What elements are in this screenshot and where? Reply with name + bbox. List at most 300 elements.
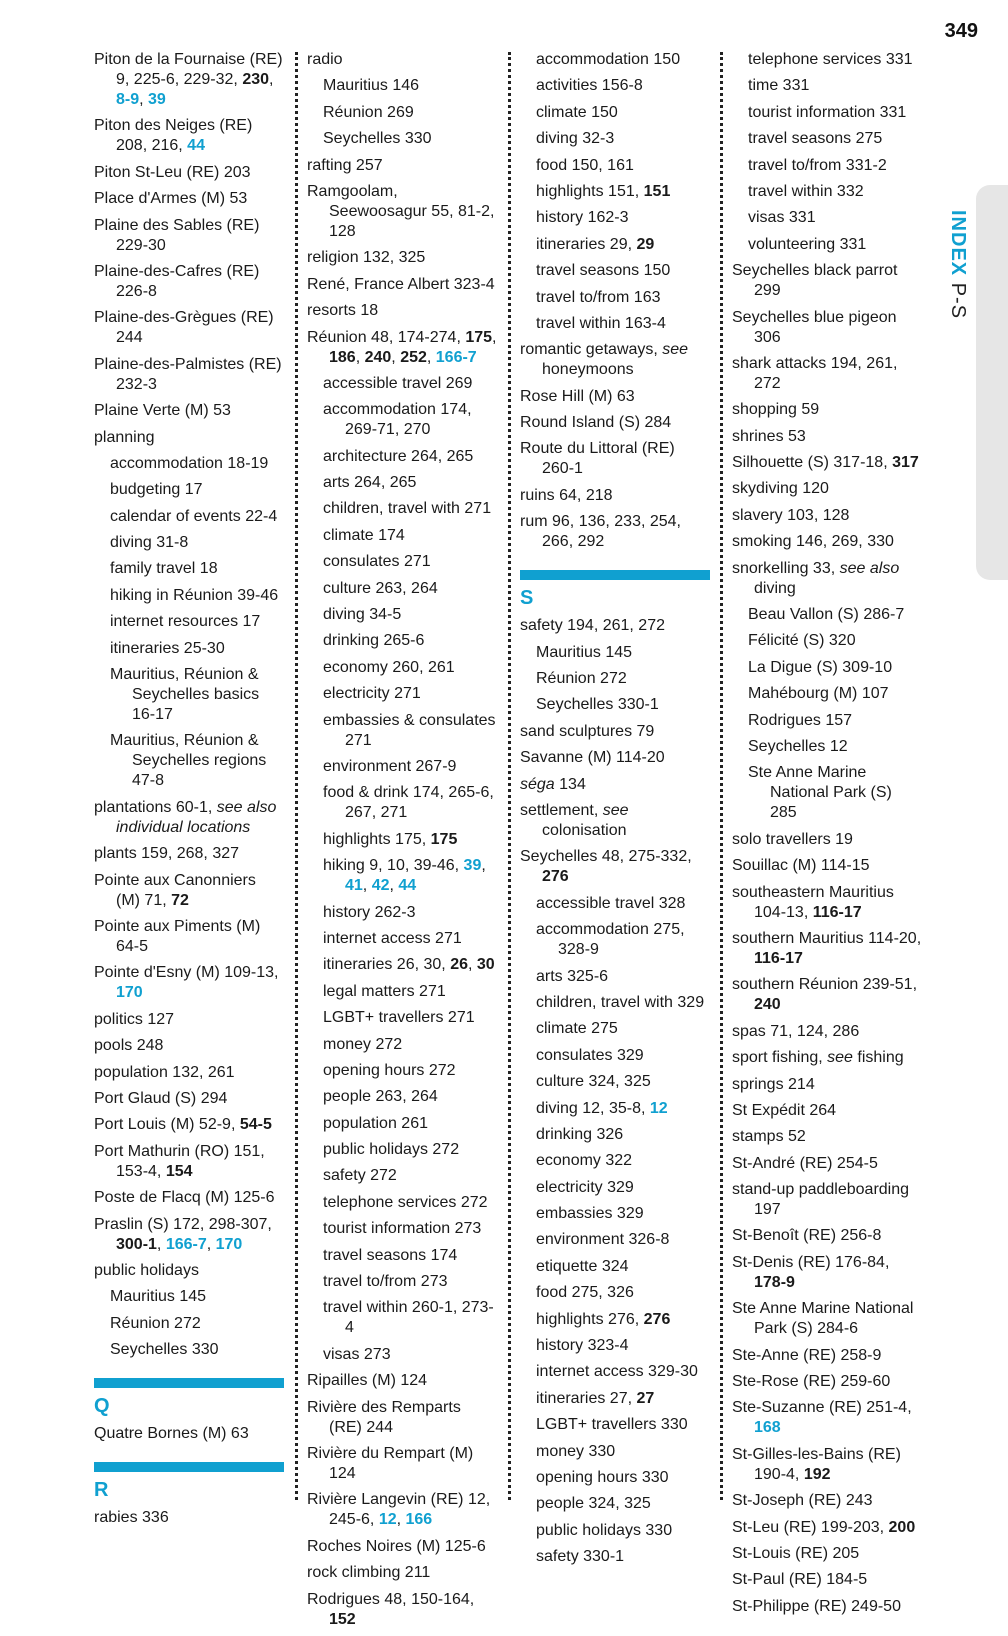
entry-text: Seychelles 330 [323, 130, 432, 148]
entry-text: see [602, 801, 629, 819]
index-subentry [520, 1099, 710, 1119]
index-entry [94, 116, 284, 156]
entry-text: , [139, 91, 149, 108]
entry-text: visas 273 [323, 1345, 391, 1363]
entry-text: internet resources 17 [110, 613, 261, 631]
index-subentry [520, 643, 710, 663]
map-page-ref: 42 [371, 877, 390, 895]
index-subentry [520, 1494, 710, 1514]
bold-page-ref: 30 [476, 956, 495, 974]
index-entry [732, 883, 922, 923]
index-entry [520, 413, 710, 433]
entry-text: Piton St-Leu (RE) 203 [94, 163, 251, 181]
entry-text: , [355, 348, 365, 366]
entry-text: Souillac (M) 114-15 [732, 857, 870, 875]
entry-text: Port Louis (M) 52-9, [94, 1116, 240, 1134]
entry-text: see also individual locations [116, 798, 277, 836]
entry-text: food 275, 326 [536, 1284, 634, 1302]
entry-text: highlights 151, [536, 182, 644, 200]
index-subentry [307, 499, 497, 519]
index-subentry [520, 261, 710, 281]
index-entry [94, 844, 284, 864]
entry-text: activities 156-8 [536, 77, 643, 95]
index-subentry [307, 1061, 497, 1081]
index-subentry [94, 507, 284, 527]
entry-text: La Digue (S) 309-10 [748, 658, 893, 676]
entry-text: Pointe aux Canonniers (M) 71, [94, 871, 256, 909]
map-page-ref: 41 [345, 877, 363, 895]
bold-page-ref: 116-17 [754, 949, 803, 967]
index-entry [520, 512, 710, 552]
index-entry [94, 1508, 284, 1528]
entry-text: children, travel with 329 [536, 993, 705, 1011]
index-subentry [94, 1287, 284, 1307]
index-entry [94, 401, 284, 421]
bold-page-ref: 175 [465, 328, 493, 346]
entry-text: climate 174 [323, 526, 405, 544]
letter-range-label: P-S [947, 282, 969, 320]
index-subentry [520, 103, 710, 123]
entry-text: Ste-Rose (RE) 259-60 [732, 1373, 891, 1391]
entry-text: volunteering 331 [748, 235, 867, 253]
entry-text: slavery 103, 128 [732, 506, 850, 524]
index-subentry [307, 982, 497, 1002]
entry-text: southern Mauritius 114-20, [732, 929, 922, 947]
entry-text: economy 260, 261 [323, 658, 455, 676]
entry-text: embassies 329 [536, 1205, 644, 1223]
index-entry [520, 616, 710, 636]
entry-text: René, France Albert 323-4 [307, 275, 495, 293]
index-subentry [520, 1389, 710, 1409]
index-entry [307, 248, 497, 268]
bold-page-ref: 300-1 [116, 1235, 157, 1253]
entry-text: rum 96, 136, 233, 254, 266, 292 [520, 513, 681, 551]
entry-text: history 323-4 [536, 1337, 629, 1355]
index-subentry [307, 1166, 497, 1186]
entry-text: accommodation 18-19 [110, 454, 269, 472]
index-subentry [732, 76, 922, 96]
entry-text: St-Gilles-les-Bains (RE) 190-4, [732, 1445, 901, 1483]
entry-text: climate 275 [536, 1020, 618, 1038]
entry-text: hiking 9, 10, 39-46, [323, 857, 464, 875]
map-page-ref: 39 [148, 91, 166, 108]
index-subentry [732, 129, 922, 149]
entry-text: , [467, 956, 477, 974]
index-entry [732, 1048, 922, 1068]
index-subentry [732, 235, 922, 255]
entry-text: plants 159, 268, 327 [94, 845, 240, 863]
index-subentry [94, 731, 284, 791]
index-subentry [520, 1204, 710, 1224]
entry-text: Seychelles 48, 275-332, [520, 848, 692, 866]
index-subentry [520, 76, 710, 96]
index-subentry [520, 1468, 710, 1488]
entry-text: Rivière des Remparts (RE) 244 [307, 1398, 461, 1436]
index-entry [732, 1180, 922, 1220]
index-entry [520, 340, 710, 380]
index-entry [94, 963, 284, 1003]
index-entry [94, 189, 284, 209]
index-subentry [307, 1035, 497, 1055]
entry-text: , [391, 348, 401, 366]
index-entry [732, 400, 922, 420]
entry-text: pools 248 [94, 1037, 164, 1055]
map-page-ref: 166-7 [435, 348, 477, 366]
map-page-ref: 12 [378, 1511, 397, 1529]
index-entry [732, 308, 922, 348]
index-subentry [307, 1008, 497, 1028]
index-entry [94, 1010, 284, 1030]
index-subentry [732, 763, 922, 823]
index-subentry [520, 182, 710, 202]
entry-text: , [426, 348, 436, 366]
entry-text: safety 194, 261, 272 [520, 617, 665, 635]
bold-page-ref: 116-17 [812, 903, 862, 921]
index-subentry [520, 1257, 710, 1277]
bold-page-ref: 252 [400, 348, 427, 366]
index-subentry [307, 1087, 497, 1107]
entry-text: history 162-3 [536, 209, 629, 227]
entry-text: Piton de la Fournaise (RE) 9, 225-6, 229-32, [94, 51, 283, 88]
index-subentry [307, 711, 497, 751]
entry-text: see [662, 341, 689, 359]
letter-heading [94, 1378, 284, 1418]
index-subentry [520, 156, 710, 176]
entry-text: Seychelles blue pigeon 306 [732, 308, 897, 346]
entry-text: Savanne (M) 114-20 [520, 749, 665, 767]
entry-text: 134 [554, 775, 586, 793]
index-entry [732, 1346, 922, 1366]
entry-text: Réunion 272 [536, 670, 627, 688]
bold-page-ref: 276 [542, 868, 569, 886]
entry-text: ruins 64, 218 [520, 486, 613, 504]
index-entry [94, 262, 284, 302]
index-subentry [307, 783, 497, 823]
entry-text: money 272 [323, 1035, 403, 1053]
bold-page-ref: 151 [643, 182, 671, 200]
index-subentry [520, 129, 710, 149]
index-entry [307, 275, 497, 295]
index-entry [307, 1490, 497, 1530]
entry-text: Pointe aux Piments (M) 64-5 [94, 917, 261, 955]
entry-text: LGBT+ travellers 330 [536, 1416, 688, 1434]
index-entry [520, 722, 710, 742]
index-subentry [520, 314, 710, 334]
index-column-1 [94, 50, 284, 1534]
bold-page-ref: 192 [803, 1465, 831, 1483]
bold-page-ref: 200 [888, 1518, 916, 1536]
index-entry [732, 1226, 922, 1246]
index-entry [732, 856, 922, 876]
bold-page-ref: 29 [636, 235, 655, 253]
index-subentry [307, 830, 497, 850]
entry-text: Poste de Flacq (M) 125-6 [94, 1189, 275, 1207]
entry-text: public holidays 330 [536, 1521, 673, 1539]
index-subentry [307, 103, 497, 123]
entry-text: St-Louis (RE) 205 [732, 1544, 860, 1562]
bold-page-ref: 27 [636, 1389, 655, 1407]
entry-text: opening hours 330 [536, 1468, 669, 1486]
entry-text: internet access 271 [323, 929, 462, 947]
entry-text: , [206, 1235, 216, 1253]
index-subentry [307, 473, 497, 493]
index-subentry [307, 1114, 497, 1134]
map-page-ref: 168 [754, 1419, 781, 1437]
entry-text: Seychelles 12 [748, 737, 848, 755]
index-entry [94, 428, 284, 448]
entry-text: radio [307, 51, 343, 68]
entry-text: economy 322 [536, 1152, 633, 1170]
index-subentry [307, 1193, 497, 1213]
index-entry [94, 1036, 284, 1056]
entry-text: St-Benoît (RE) 256-8 [732, 1227, 882, 1245]
entry-text: Ste Anne Marine National Park (S) 285 [748, 764, 892, 822]
entry-text: food & drink 174, 265-6, 267, 271 [323, 784, 494, 822]
entry-text: food 150, 161 [536, 156, 634, 174]
entry-text: accessible travel 269 [323, 374, 473, 392]
entry-text: population 132, 261 [94, 1063, 235, 1081]
index-column-4 [732, 50, 922, 1623]
entry-text: romantic getaways, [520, 341, 663, 359]
entry-text: Rodrigues 157 [748, 711, 853, 729]
column-divider [295, 52, 298, 1500]
index-entry [307, 301, 497, 321]
index-entry [520, 439, 710, 479]
entry-text: Réunion 269 [323, 103, 414, 121]
entry-text: , [492, 328, 497, 346]
index-entry [520, 486, 710, 506]
entry-text: money 330 [536, 1442, 616, 1460]
index-subentry [94, 559, 284, 579]
entry-text: Piton des Neiges (RE) 208, 216, [94, 117, 253, 155]
entry-text: Rose Hill (M) 63 [520, 387, 635, 405]
entry-text: opening hours 272 [323, 1061, 456, 1079]
index-entry [307, 328, 497, 368]
index-entry [94, 871, 284, 911]
entry-text: St-Denis (RE) 176-84, [732, 1253, 890, 1271]
index-entry [732, 1544, 922, 1564]
index-subentry [520, 1178, 710, 1198]
letter-heading [94, 1462, 284, 1502]
entry-text: southern Réunion 239-51, [732, 976, 918, 994]
entry-text: sport fishing, [732, 1049, 828, 1067]
entry-text: St-André (RE) 254-5 [732, 1154, 878, 1172]
index-subentry [520, 993, 710, 1013]
entry-text: rabies 336 [94, 1509, 169, 1527]
entry-text: children, travel with 271 [323, 500, 492, 518]
entry-text: Place d'Armes (M) 53 [94, 190, 248, 208]
index-entry [94, 1188, 284, 1208]
entry-text: Ste-Anne (RE) 258-9 [732, 1346, 882, 1364]
entry-text: public holidays 272 [323, 1141, 460, 1159]
index-subentry [307, 658, 497, 678]
page-number: 349 [944, 20, 978, 42]
index-subentry [520, 894, 710, 914]
index-entry [94, 917, 284, 957]
entry-text: resorts 18 [307, 302, 379, 320]
entry-text: fishing [852, 1049, 904, 1067]
entry-text: itineraries 26, 30, [323, 956, 451, 974]
bold-page-ref: 240 [364, 348, 392, 366]
index-entry [732, 1597, 922, 1617]
entry-text: Seychelles 330 [110, 1341, 219, 1359]
entry-text: , [156, 1235, 166, 1253]
entry-text: telephone services 331 [748, 51, 913, 68]
entry-text: Rivière Langevin (RE) 12, 245-6, [307, 1491, 491, 1529]
index-subentry [307, 605, 497, 625]
entry-text: LGBT+ travellers 271 [323, 1009, 475, 1027]
index-subentry [94, 1314, 284, 1334]
index-subentry [520, 288, 710, 308]
bold-page-ref: 54-5 [239, 1116, 272, 1134]
index-subentry [94, 1340, 284, 1360]
entry-text: population 261 [323, 1114, 428, 1132]
index-entry [732, 1445, 922, 1485]
index-entry [94, 308, 284, 348]
entry-text: embassies & consulates 271 [323, 711, 496, 749]
entry-text: Port Glaud (S) 294 [94, 1089, 228, 1107]
index-subentry [307, 1246, 497, 1266]
index-subentry [94, 639, 284, 659]
thumb-tab [976, 185, 1008, 580]
bold-page-ref: 26 [450, 956, 468, 974]
index-subentry [732, 711, 922, 731]
index-subentry [520, 1442, 710, 1462]
index-subentry [307, 856, 497, 896]
entry-text: Mauritius, Réunion & Seychelles regions 47-8 [110, 732, 267, 790]
entry-text: diving [754, 579, 796, 597]
entry-text: shark attacks 194, 261, 272 [732, 354, 898, 392]
entry-text: highlights 175, [323, 830, 431, 848]
entry-text: stamps 52 [732, 1128, 806, 1146]
bold-page-ref: 72 [171, 891, 189, 909]
entry-text: Ste-Suzanne (RE) 251-4, [732, 1399, 912, 1417]
index-entry [732, 427, 922, 447]
entry-text: rafting 257 [307, 156, 383, 174]
index-entry [94, 216, 284, 256]
entry-text: consulates 329 [536, 1046, 644, 1064]
entry-text: people 263, 264 [323, 1088, 438, 1106]
index-subentry [307, 400, 497, 440]
index-entry [307, 1537, 497, 1557]
bold-page-ref: 240 [754, 996, 781, 1014]
entry-text: plantations 60-1, [94, 798, 217, 816]
entry-text: diving 34-5 [323, 606, 402, 624]
entry-text: St Expédit 264 [732, 1101, 837, 1119]
entry-text: Plaine-des-Palmistes (RE) 232-3 [94, 355, 282, 393]
entry-text: drinking 326 [536, 1125, 624, 1143]
bold-page-ref: 175 [430, 830, 458, 848]
entry-text: Plaine Verte (M) 53 [94, 402, 231, 420]
index-entry [94, 1261, 284, 1281]
letter-heading [520, 570, 710, 610]
index-subentry [732, 658, 922, 678]
index-subentry [307, 1298, 497, 1338]
entry-text: Port Mathurin (RO) 151, 153-4, [94, 1142, 265, 1180]
index-entry [94, 1115, 284, 1135]
entry-text: skydiving 120 [732, 480, 829, 498]
index-subentry [520, 208, 710, 228]
entry-text: travel within 260-1, 273-4 [323, 1299, 494, 1337]
index-subentry [732, 156, 922, 176]
entry-text: arts 264, 265 [323, 474, 417, 492]
index-entry [520, 748, 710, 768]
entry-text: St-Paul (RE) 184-5 [732, 1571, 868, 1589]
index-subentry [307, 1272, 497, 1292]
index-subentry [520, 920, 710, 960]
index-subentry [520, 695, 710, 715]
index-subentry [732, 208, 922, 228]
index-entry [520, 775, 710, 795]
entry-text: Mauritius 145 [536, 643, 633, 661]
index-subentry [520, 1547, 710, 1567]
index-subentry [520, 235, 710, 255]
index-entry [732, 479, 922, 499]
index-subentry [520, 1362, 710, 1382]
index-entry [732, 1253, 922, 1293]
index-subentry [520, 1521, 710, 1541]
index-entry [732, 1518, 922, 1538]
entry-text: Mauritius, Réunion & Seychelles basics 16-17 [110, 666, 260, 724]
index-entry [307, 50, 497, 70]
column-divider [720, 52, 723, 1500]
bold-page-ref: 178-9 [754, 1273, 795, 1291]
entry-text: Mahébourg (M) 107 [748, 685, 889, 703]
entry-text: Plaine des Sables (RE) 229-30 [94, 216, 260, 254]
entry-text: Silhouette (S) 317-18, [732, 454, 893, 472]
entry-text: , [389, 877, 399, 895]
entry-text: honeymoons [542, 361, 634, 379]
index-subentry [732, 50, 922, 70]
entry-text: environment 267-9 [323, 757, 457, 775]
bold-page-ref: 276 [643, 1310, 671, 1328]
entry-text: budgeting 17 [110, 481, 203, 499]
entry-text: hiking in Réunion 39-46 [110, 586, 279, 604]
index-subentry [307, 129, 497, 149]
index-subentry [307, 955, 497, 975]
map-page-ref: 44 [187, 137, 205, 155]
letter-heading-text: Q [94, 1395, 110, 1418]
entry-text: religion 132, 325 [307, 249, 426, 267]
index-entry [520, 801, 710, 841]
entry-text: Route du Littoral (RE) 260-1 [520, 440, 675, 478]
index-subentry [732, 737, 922, 757]
index-subentry [307, 552, 497, 572]
index-entry [520, 387, 710, 407]
index-subentry [307, 76, 497, 96]
index-subentry [307, 684, 497, 704]
entry-text: Ste Anne Marine National Park (S) 284-6 [732, 1300, 914, 1338]
index-entry [94, 798, 284, 838]
entry-text: highlights 276, [536, 1310, 644, 1328]
index-entry [732, 1570, 922, 1590]
entry-text: solo travellers 19 [732, 830, 853, 848]
entry-text: history 262-3 [323, 903, 416, 921]
index-subentry [520, 1072, 710, 1092]
map-page-ref: 8-9 [116, 91, 140, 108]
entry-text: sand sculptures 79 [520, 722, 655, 740]
entry-text: time 331 [748, 77, 810, 95]
index-subentry [307, 374, 497, 394]
entry-text: electricity 271 [323, 685, 421, 703]
entry-text: Rodrigues 48, 150-164, [307, 1590, 475, 1608]
index-subentry [520, 669, 710, 689]
entry-text: accommodation 150 [536, 51, 681, 68]
entry-text: travel to/from 331-2 [748, 156, 887, 174]
index-subentry [307, 1345, 497, 1365]
entry-text: Mauritius 146 [323, 77, 420, 95]
letter-heading-text: R [94, 1479, 109, 1502]
